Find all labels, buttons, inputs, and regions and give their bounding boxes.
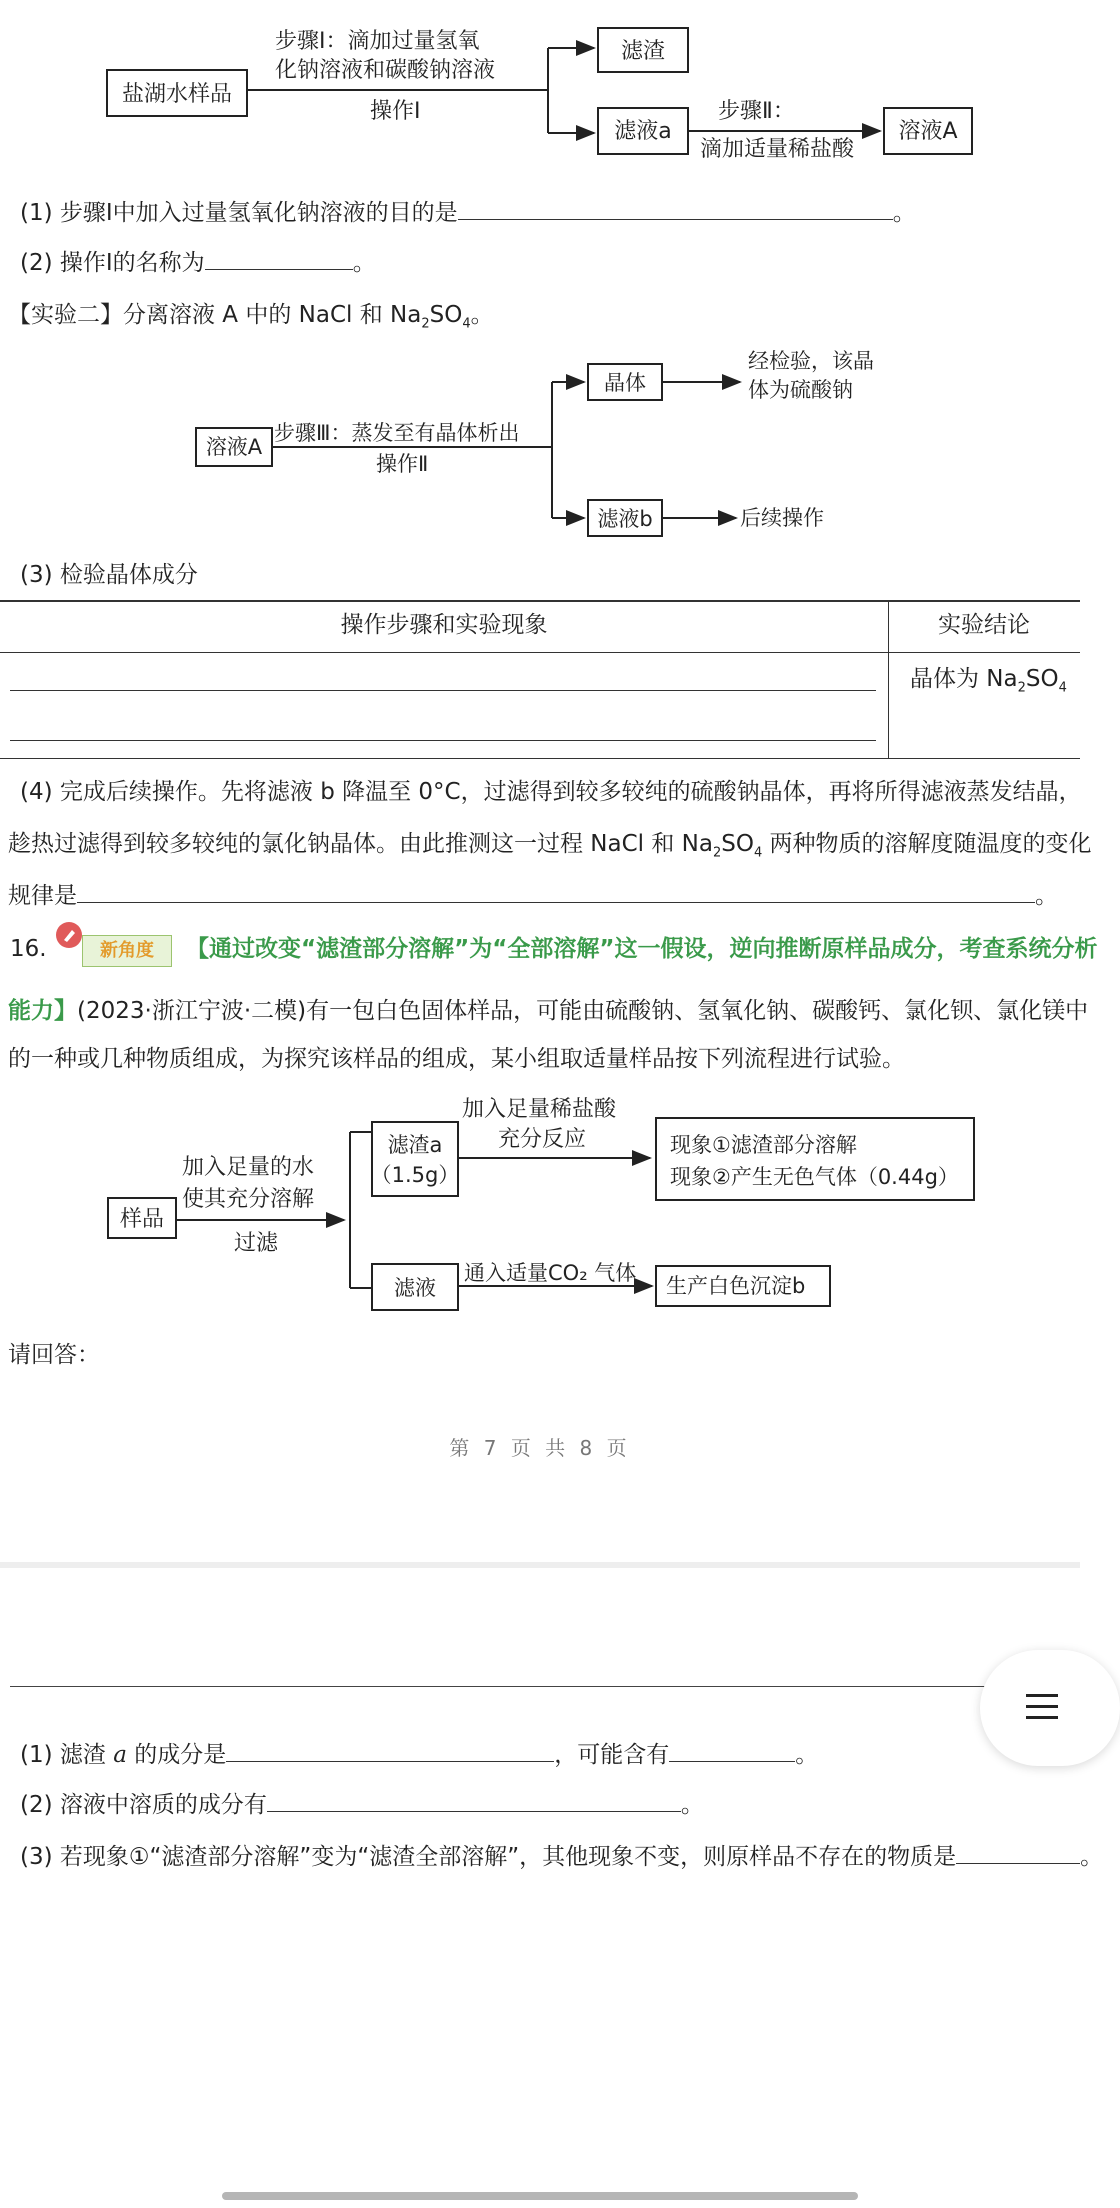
d2-follow-up: 后续操作 — [740, 506, 824, 530]
q1-blank[interactable] — [458, 197, 893, 220]
exp2-end: 。 — [470, 302, 494, 328]
d1-step2-label: 步骤Ⅱ： — [718, 99, 795, 124]
p2q1-b: 的成分是 — [126, 1742, 227, 1768]
exp2-sub2: 2 — [421, 316, 430, 332]
p2q2-text: (2) 溶液中溶质的成分有 — [20, 1792, 267, 1818]
d3-add-water-l2: 使其充分溶解 — [182, 1187, 315, 1212]
d1-step1-line1: 步骤Ⅰ：滴加过量氢氧 — [275, 29, 480, 54]
d1-filtrate-a: 滤液a — [614, 119, 672, 144]
exp2-mid: SO — [429, 302, 463, 328]
table-answer-line-1[interactable] — [10, 690, 876, 691]
d2-check-line2: 体为硫酸钠 — [748, 378, 853, 402]
d3-residue-a: 滤渣a — [387, 1133, 443, 1157]
q4-line2b: 两种物质的溶解度随温度的变化 — [762, 831, 1092, 857]
d3-residue-mass: （1.5g） — [370, 1163, 460, 1187]
q4-blank[interactable] — [77, 880, 1035, 903]
d3-precipitate: 生产白色沉淀b — [666, 1274, 806, 1298]
hamburger-menu-icon — [1026, 1694, 1058, 1697]
q4-sub4: 4 — [753, 845, 763, 861]
table-header-conclusion: 实验结论 — [938, 612, 1030, 638]
p2-question-2 — [20, 1788, 704, 1822]
p2-question-3 — [20, 1840, 1103, 1874]
p2-question-1 — [20, 1738, 818, 1772]
p2q1-ital: a — [113, 1742, 127, 1768]
concl-sub4: 4 — [1058, 680, 1067, 696]
q16-number: 16. — [10, 936, 47, 962]
d1-operation1: 操作Ⅰ — [370, 99, 421, 124]
concl-mid: SO — [1025, 666, 1059, 692]
exp2-prefix: 【实验二】分离溶液 A 中的 NaCl 和 Na — [8, 302, 422, 328]
page2-header-rule — [10, 1686, 1010, 1687]
p2q2-end: 。 — [680, 1792, 704, 1818]
new-angle-badge: 新角度 — [82, 935, 172, 967]
table-header-operation: 操作步骤和实验现象 — [340, 612, 548, 638]
concl-sub2: 2 — [1017, 680, 1026, 696]
q2-text: (2) 操作Ⅰ的名称为 — [20, 250, 205, 276]
d2-crystal: 晶体 — [604, 371, 646, 395]
q1-text: (1) 步骤Ⅰ中加入过量氢氧化钠溶液的目的是 — [20, 200, 458, 226]
q16-line2 — [8, 994, 1088, 1028]
q4-line2 — [8, 818, 1092, 870]
d3-hcl-l2: 充分反应 — [498, 1127, 587, 1152]
flow-diagram-2 — [0, 340, 1080, 540]
q4-sub2: 2 — [712, 845, 722, 861]
q4-line3-text: 规律是 — [8, 883, 77, 909]
q2-blank[interactable] — [205, 247, 353, 270]
d2-check-line1: 经检验，该晶 — [748, 349, 874, 373]
p2q1-blank1[interactable] — [226, 1739, 554, 1762]
page-separator — [0, 1562, 1080, 1568]
q16-line2-rest: 有一包白色固体样品，可能由硫酸钠、氢氧化钠、碳酸钙、氯化钡、氯化镁中 — [306, 998, 1089, 1024]
q16-highlight-line2: 能力】 — [8, 998, 77, 1024]
d2-solution-a: 溶液A — [205, 435, 263, 459]
experiment-table — [0, 600, 1080, 760]
p2q3-blank[interactable] — [956, 1841, 1080, 1864]
p2q2-blank[interactable] — [267, 1789, 681, 1812]
question-1 — [20, 196, 916, 230]
page-footer: 第 7 页 共 8 页 — [449, 1436, 631, 1460]
d3-sample: 样品 — [119, 1207, 165, 1232]
d1-solution-a: 溶液A — [898, 119, 958, 144]
concl-prefix: 晶体为 Na — [910, 666, 1018, 692]
d1-residue: 滤渣 — [620, 39, 666, 64]
d3-filter: 过滤 — [234, 1231, 279, 1256]
table-conclusion — [910, 662, 1067, 706]
q16-line3: 的一种或几种物质组成，为探究该样品的组成，某小组取适量样品按下列流程进行试验。 — [8, 1046, 905, 1072]
d3-add-water-l1: 加入足量的水 — [182, 1155, 315, 1180]
q4-line3 — [8, 870, 1080, 922]
home-indicator[interactable] — [222, 2192, 858, 2200]
q4-line2a: 趁热过滤得到较多较纯的氯化钠晶体。由此推测这一过程 NaCl 和 Na — [8, 831, 713, 857]
d1-step1-line2: 化钠溶液和碳酸钠溶液 — [275, 58, 496, 83]
exp2-sub4: 4 — [462, 316, 471, 332]
p2q1-a: (1) 滤渣 — [20, 1742, 114, 1768]
hamburger-bar-3 — [1026, 1716, 1058, 1719]
q4-end: 。 — [1035, 883, 1058, 909]
q4-mid: SO — [721, 831, 754, 857]
experiment-2-heading — [8, 298, 494, 342]
q1-end: 。 — [892, 200, 916, 226]
d1-sample: 盐湖水样品 — [121, 82, 233, 107]
question-3: (3) 检验晶体成分 — [20, 562, 198, 588]
hamburger-bar-2 — [1026, 1705, 1058, 1708]
q16-source: (2023·浙江宁波·二模) — [77, 998, 307, 1024]
p2q3-end: 。 — [1080, 1844, 1104, 1870]
q4-line1: (4) 完成后续操作。先将滤液 b 降温至 0°C，过滤得到较多较纯的硫酸钠晶体，再将所得滤液蒸发结晶， — [20, 779, 1082, 805]
d2-operation2: 操作Ⅱ — [376, 452, 429, 476]
please-answer: 请回答： — [8, 1342, 100, 1368]
d1-step2-desc: 滴加适量稀盐酸 — [700, 137, 855, 162]
p2q1-blank2[interactable] — [669, 1739, 795, 1762]
p2q1-end: 。 — [795, 1742, 819, 1768]
floating-menu-button[interactable] — [980, 1650, 1120, 1766]
badge-pen-icon — [56, 922, 82, 948]
d3-co2: 通入适量CO₂ 气体 — [464, 1261, 637, 1285]
p2q3-text: (3) 若现象①“滤渣部分溶解”变为“滤渣全部溶解”，其他现象不变，则原样品不存在的物质是 — [20, 1844, 957, 1870]
question-4 — [8, 766, 1092, 922]
question-2 — [20, 246, 376, 280]
d2-filtrate-b: 滤液b — [597, 507, 653, 531]
q2-end: 。 — [352, 250, 376, 276]
flow-diagram-3 — [0, 1090, 1080, 1330]
d3-hcl-l1: 加入足量稀盐酸 — [462, 1097, 617, 1122]
table-answer-line-2[interactable] — [10, 740, 876, 741]
d3-phenom1: 现象①滤渣部分溶解 — [670, 1133, 857, 1157]
q16-highlight-line1: 【通过改变“滤渣部分溶解”为“全部溶解”这一假设，逆向推断原样品成分，考查系统分析 — [186, 936, 1098, 962]
d3-phenom2: 现象②产生无色气体（0.44g） — [670, 1165, 959, 1189]
d2-step3: 步骤Ⅲ：蒸发至有晶体析出 — [274, 421, 520, 445]
p2q1-mid: ，可能含有 — [554, 1742, 670, 1768]
flow-diagram-1 — [0, 0, 1080, 170]
d3-filtrate: 滤液 — [394, 1276, 436, 1300]
